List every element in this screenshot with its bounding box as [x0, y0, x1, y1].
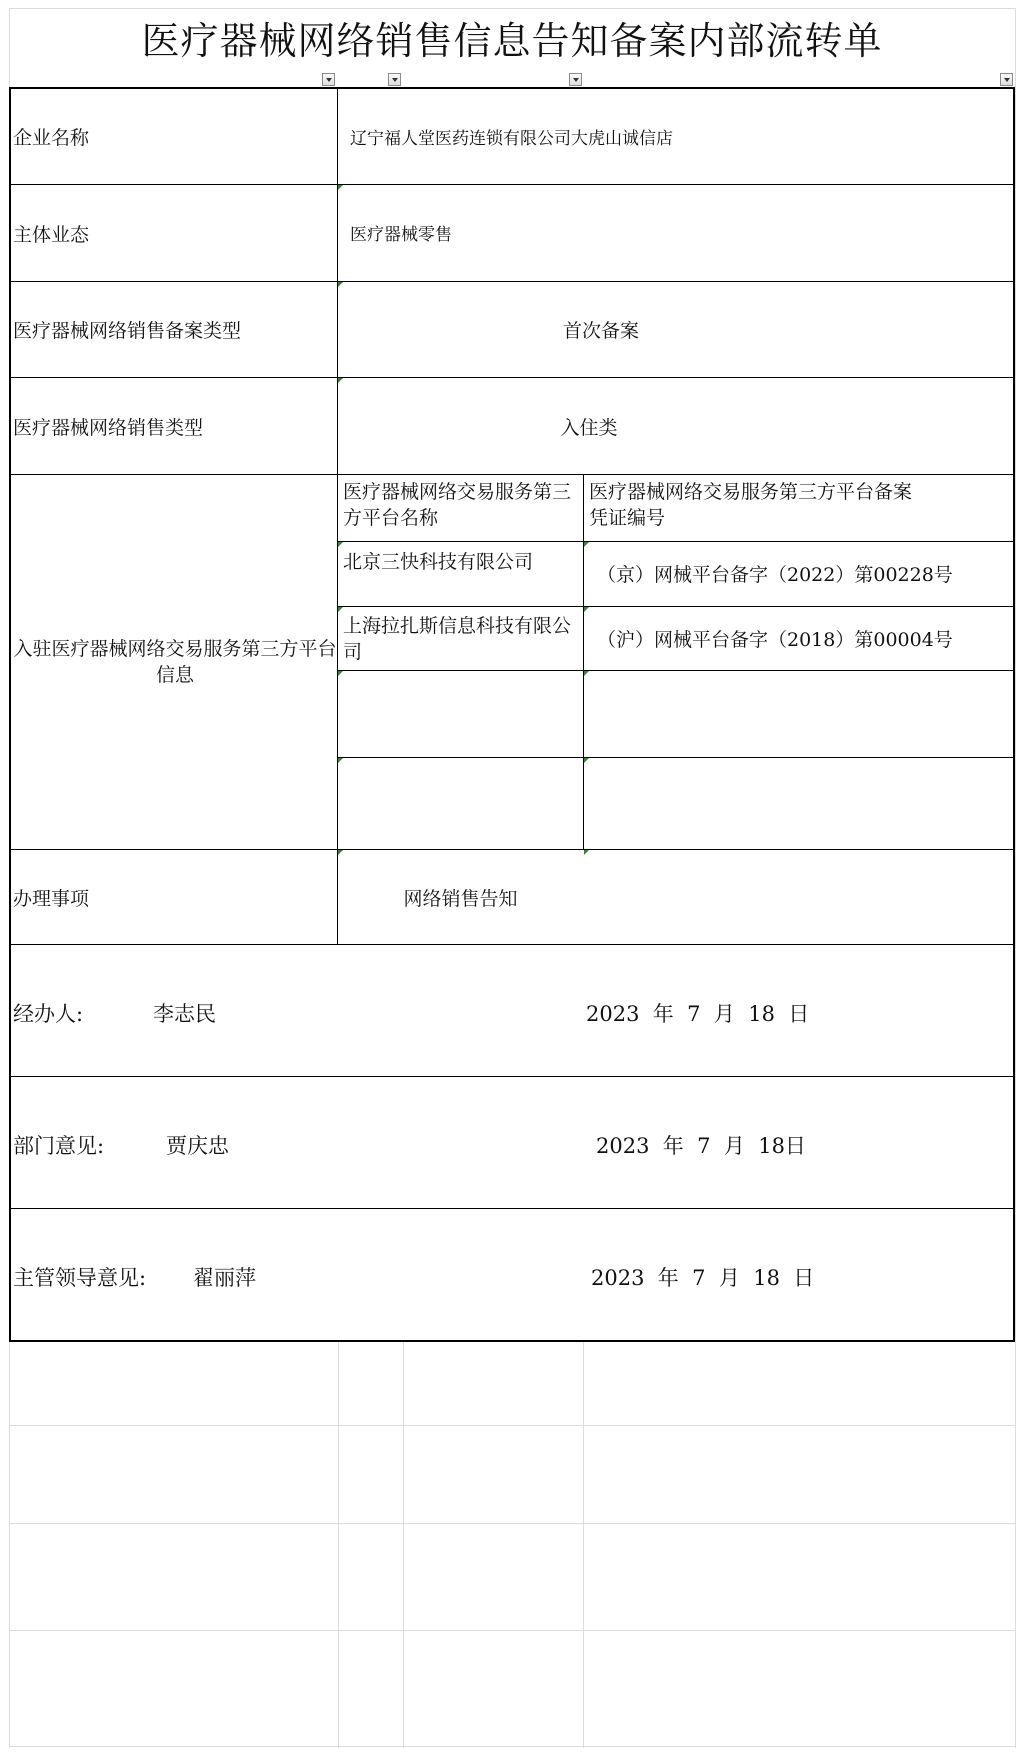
- filter-dropdown-button[interactable]: [569, 73, 582, 86]
- sale-type-label: 医疗器械网络销售类型: [13, 417, 204, 439]
- filing-type-value: 首次备案: [562, 320, 639, 342]
- platform-name-header: 医疗器械网络交易服务第三方平台名称: [343, 481, 572, 529]
- filter-dropdown-button[interactable]: [388, 73, 401, 86]
- handler-name: 李志民: [153, 1002, 216, 1026]
- company-name-value: 辽宁福人堂医药连锁有限公司大虎山诚信店: [350, 129, 673, 149]
- leader-date: 2023 年 7 月 18 日: [591, 1266, 815, 1290]
- department-date: 2023 年 7 月 18日: [596, 1134, 806, 1158]
- handler-date: 2023 年 7 月 18 日: [586, 1002, 810, 1026]
- platform-name-1: 北京三快科技有限公司: [343, 551, 534, 573]
- handler-label: 经办人:: [13, 1002, 84, 1026]
- platform-number-header: 医疗器械网络交易服务第三方平台备案凭证编号: [589, 481, 913, 529]
- leader-signer-name: 翟丽萍: [193, 1266, 256, 1290]
- platform-info-label: 入驻医疗器械网络交易服务第三方平台信息: [13, 638, 337, 686]
- matter-label: 办理事项: [13, 888, 90, 910]
- filter-dropdown-button[interactable]: [1000, 73, 1013, 86]
- business-type-label: 主体业态: [13, 224, 90, 246]
- company-name-label: 企业名称: [13, 127, 90, 149]
- matter-value: 网络销售告知: [403, 888, 518, 910]
- form-title: 医疗器械网络销售信息告知备案内部流转单: [141, 19, 883, 63]
- department-signer-name: 贾庆忠: [166, 1134, 229, 1158]
- leader-opinion-label: 主管领导意见:: [13, 1266, 147, 1290]
- platform-number-1: （京）网械平台备字（2022）第00228号: [597, 564, 953, 586]
- filing-type-label: 医疗器械网络销售备案类型: [13, 320, 242, 342]
- platform-number-2: （沪）网械平台备字（2018）第00004号: [597, 629, 953, 651]
- platform-name-2: 上海拉扎斯信息科技有限公司: [343, 615, 572, 663]
- sale-type-value: 入住类: [560, 417, 618, 439]
- filter-dropdown-button[interactable]: [322, 73, 335, 86]
- department-opinion-label: 部门意见:: [13, 1134, 105, 1158]
- business-type-value: 医疗器械零售: [350, 225, 452, 245]
